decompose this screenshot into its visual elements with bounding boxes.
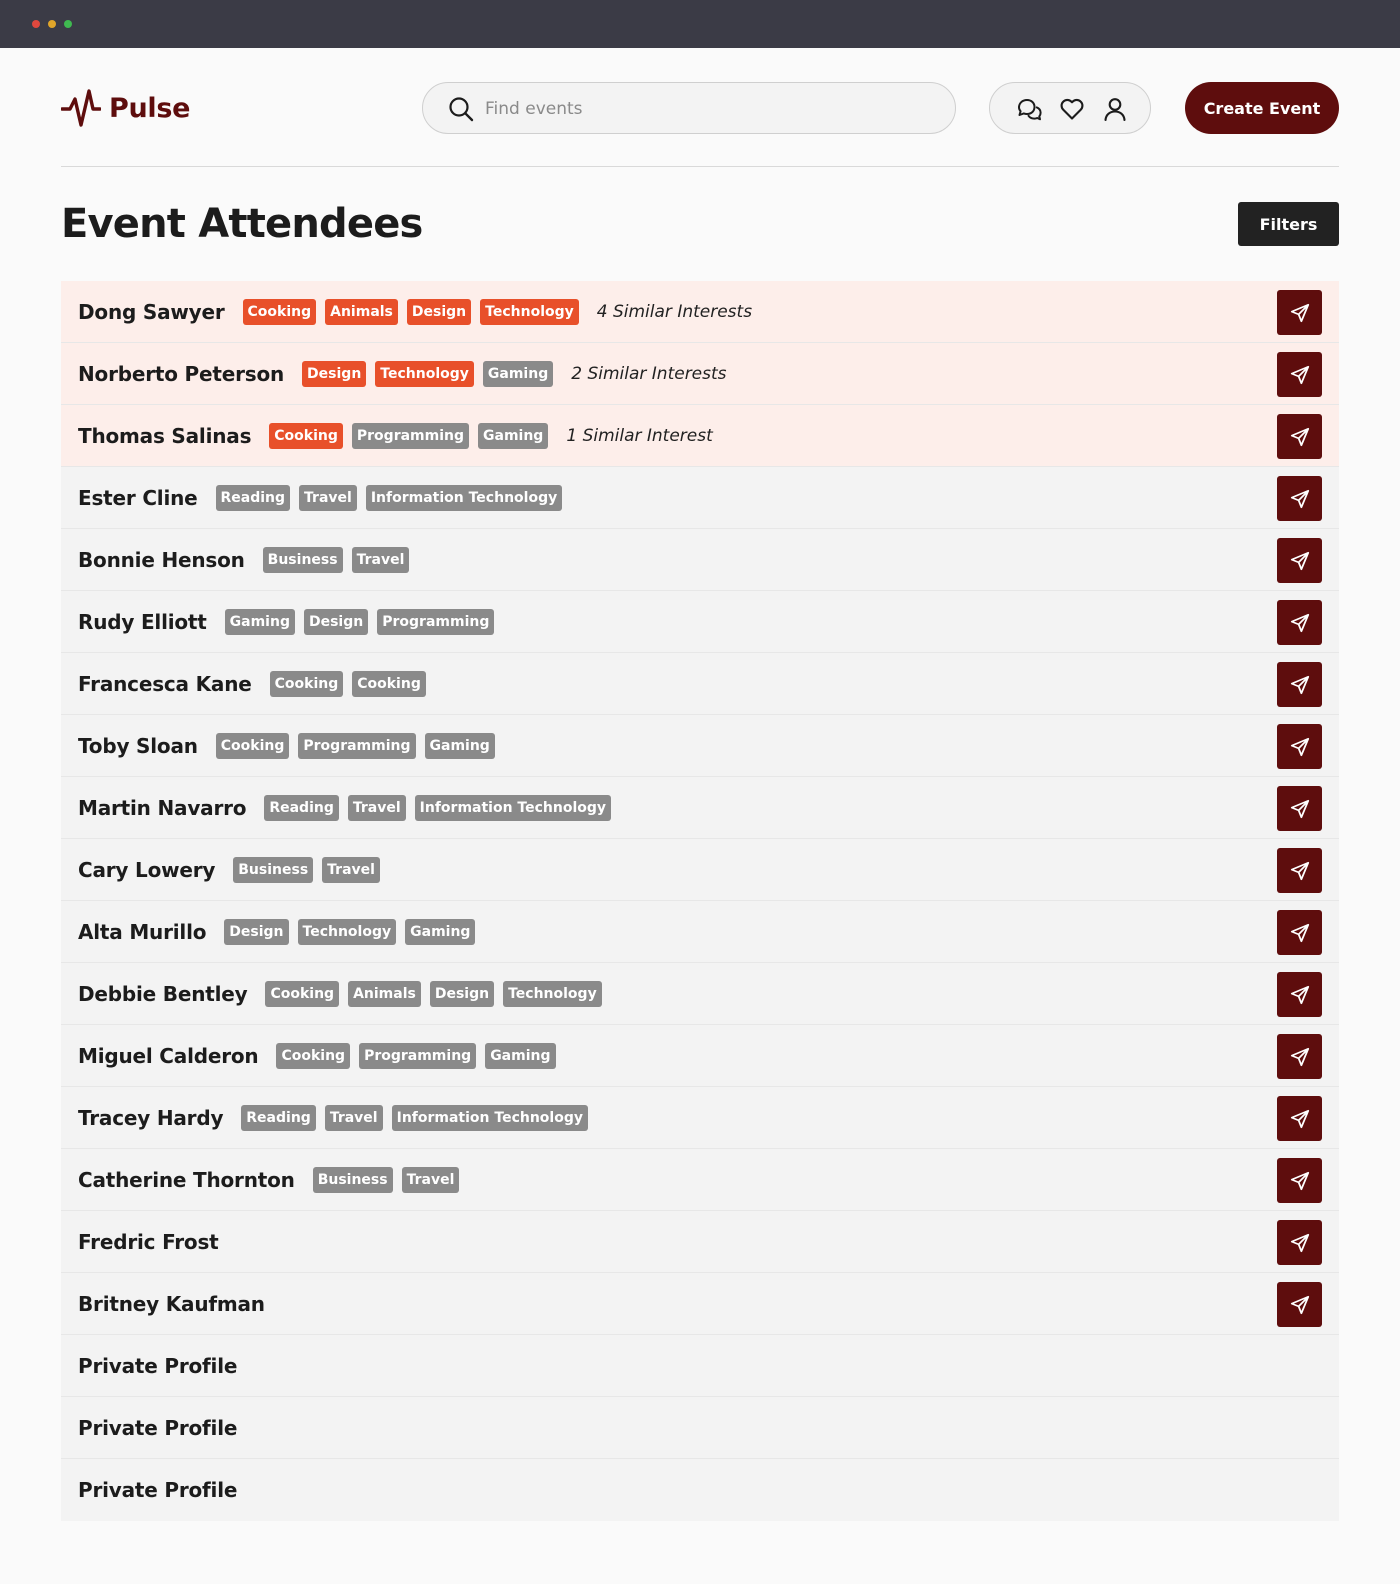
interest-tag: Programming xyxy=(359,1043,476,1069)
send-message-button[interactable] xyxy=(1277,352,1322,397)
send-message-button[interactable] xyxy=(1277,600,1322,645)
search-bar xyxy=(422,82,956,134)
send-message-button[interactable] xyxy=(1277,972,1322,1017)
interest-tag: Information Technology xyxy=(392,1105,588,1131)
interest-tag: Travel xyxy=(348,795,406,821)
send-message-button[interactable] xyxy=(1277,290,1322,335)
interest-tag: Technology xyxy=(298,919,397,945)
send-icon xyxy=(1289,426,1311,448)
attendee-row[interactable] xyxy=(61,777,1339,839)
attendee-row[interactable] xyxy=(61,1273,1339,1335)
send-message-button[interactable] xyxy=(1277,848,1322,893)
send-icon xyxy=(1289,798,1311,820)
attendee-row[interactable] xyxy=(61,529,1339,591)
send-message-button[interactable] xyxy=(1277,538,1322,583)
window-minimize-dot[interactable] xyxy=(48,20,56,28)
interest-tag: Gaming xyxy=(225,609,295,635)
send-icon xyxy=(1289,612,1311,634)
header-icon-group xyxy=(989,82,1151,134)
interest-tag: Design xyxy=(224,919,288,945)
send-message-button[interactable] xyxy=(1277,1158,1322,1203)
similar-interests-count: 2 Similar Interests xyxy=(571,363,727,384)
attendee-name: Private Profile xyxy=(78,1353,238,1378)
attendee-row[interactable] xyxy=(61,591,1339,653)
interest-tag: Business xyxy=(313,1167,393,1193)
send-icon xyxy=(1289,922,1311,944)
page-title: Event Attendees xyxy=(61,201,423,247)
attendee-row[interactable] xyxy=(61,1025,1339,1087)
send-message-button[interactable] xyxy=(1277,786,1322,831)
interest-tag: Gaming xyxy=(485,1043,555,1069)
send-message-button[interactable] xyxy=(1277,1034,1322,1079)
attendee-name: Debbie Bentley xyxy=(78,981,248,1006)
attendee-row[interactable] xyxy=(61,1149,1339,1211)
send-icon xyxy=(1289,674,1311,696)
interest-tag: Business xyxy=(263,547,343,573)
attendee-name: Private Profile xyxy=(78,1415,238,1440)
send-message-button[interactable] xyxy=(1277,1282,1322,1327)
attendee-name: Rudy Elliott xyxy=(78,609,207,634)
send-message-button[interactable] xyxy=(1277,414,1322,459)
interest-tag: Animals xyxy=(325,299,398,325)
attendee-row[interactable] xyxy=(61,1335,1339,1397)
send-message-button[interactable] xyxy=(1277,1220,1322,1265)
send-icon xyxy=(1289,736,1311,758)
create-event-button[interactable]: Create Event xyxy=(1185,82,1339,134)
interest-tag: Programming xyxy=(352,423,469,449)
attendee-row[interactable] xyxy=(61,1459,1339,1521)
attendee-row[interactable] xyxy=(61,963,1339,1025)
interest-tag: Information Technology xyxy=(366,485,562,511)
send-icon xyxy=(1289,302,1311,324)
interest-tag: Travel xyxy=(299,485,357,511)
interest-tag: Cooking xyxy=(276,1043,350,1069)
interest-tag: Business xyxy=(233,857,313,883)
attendee-row[interactable] xyxy=(61,653,1339,715)
interest-tag: Animals xyxy=(348,981,421,1007)
interest-tag: Information Technology xyxy=(415,795,611,821)
send-icon xyxy=(1289,1170,1311,1192)
attendee-name: Cary Lowery xyxy=(78,857,216,882)
send-icon xyxy=(1289,984,1311,1006)
attendee-row[interactable] xyxy=(61,281,1339,343)
attendee-name: Ester Cline xyxy=(78,485,198,510)
window-titlebar xyxy=(0,0,1400,48)
interest-tag: Reading xyxy=(241,1105,316,1131)
attendee-name: Francesca Kane xyxy=(78,671,252,696)
attendee-row[interactable] xyxy=(61,343,1339,405)
filters-button[interactable]: Filters xyxy=(1238,202,1339,246)
send-message-button[interactable] xyxy=(1277,910,1322,955)
interest-tag: Gaming xyxy=(478,423,548,449)
interest-tag: Cooking xyxy=(216,733,290,759)
send-message-button[interactable] xyxy=(1277,1096,1322,1141)
interest-tag: Programming xyxy=(377,609,494,635)
send-icon xyxy=(1289,1108,1311,1130)
send-icon xyxy=(1289,1232,1311,1254)
interest-tag: Cooking xyxy=(265,981,339,1007)
interest-tag: Reading xyxy=(216,485,291,511)
interest-tag: Gaming xyxy=(483,361,553,387)
interest-tag: Cooking xyxy=(243,299,317,325)
interest-tag: Cooking xyxy=(269,423,343,449)
attendee-row[interactable] xyxy=(61,405,1339,467)
interest-tag: Design xyxy=(407,299,471,325)
interest-tag: Design xyxy=(302,361,366,387)
attendee-row[interactable] xyxy=(61,1087,1339,1149)
attendee-name: Miguel Calderon xyxy=(78,1043,259,1068)
attendee-row[interactable] xyxy=(61,467,1339,529)
attendee-name: Catherine Thornton xyxy=(78,1167,295,1192)
window-maximize-dot[interactable] xyxy=(64,20,72,28)
interest-tag: Cooking xyxy=(270,671,344,697)
window-close-dot[interactable] xyxy=(32,20,40,28)
interest-tag: Travel xyxy=(352,547,410,573)
similar-interests-count: 4 Similar Interests xyxy=(596,301,753,322)
interest-tag: Travel xyxy=(322,857,380,883)
similar-interests-count: 1 Similar Interest xyxy=(566,425,713,446)
interest-tag: Gaming xyxy=(405,919,475,945)
attendee-name: Thomas Salinas xyxy=(78,423,252,448)
send-icon xyxy=(1289,488,1311,510)
send-icon xyxy=(1289,860,1311,882)
search-input[interactable] xyxy=(485,93,925,125)
attendee-row[interactable] xyxy=(61,715,1339,777)
attendee-name: Britney Kaufman xyxy=(78,1291,265,1316)
top-header xyxy=(61,82,1339,134)
attendee-row[interactable] xyxy=(61,1397,1339,1459)
interest-tag: Design xyxy=(430,981,494,1007)
send-icon xyxy=(1289,364,1311,386)
attendee-name: Toby Sloan xyxy=(78,733,198,758)
interest-tag: Technology xyxy=(480,299,579,325)
attendee-name: Bonnie Henson xyxy=(78,547,245,572)
user-icon[interactable] xyxy=(1101,95,1129,123)
attendee-name: Martin Navarro xyxy=(78,795,247,820)
attendee-row[interactable] xyxy=(61,901,1339,963)
send-icon xyxy=(1289,1046,1311,1068)
attendee-row[interactable] xyxy=(61,1211,1339,1273)
interest-tag: Design xyxy=(304,609,368,635)
header-divider xyxy=(61,166,1339,167)
send-message-button[interactable] xyxy=(1277,662,1322,707)
brand-logo[interactable] xyxy=(61,87,190,129)
attendee-name: Tracey Hardy xyxy=(78,1105,224,1130)
attendee-list xyxy=(61,281,1339,1521)
heart-icon[interactable] xyxy=(1058,95,1086,123)
send-icon xyxy=(1289,1294,1311,1316)
brand-name: Pulse xyxy=(109,92,191,124)
interest-tag: Reading xyxy=(264,795,339,821)
pulse-logo-icon xyxy=(61,88,101,128)
interest-tag: Technology xyxy=(503,981,602,1007)
attendee-name: Fredric Frost xyxy=(78,1229,219,1254)
interest-tag: Technology xyxy=(375,361,474,387)
interest-tag: Gaming xyxy=(425,733,495,759)
interest-tag: Travel xyxy=(402,1167,460,1193)
attendee-row[interactable] xyxy=(61,839,1339,901)
chat-icon[interactable] xyxy=(1015,95,1043,123)
interest-tag: Programming xyxy=(298,733,415,759)
interest-tag: Travel xyxy=(325,1105,383,1131)
search-icon xyxy=(448,96,474,122)
attendee-name: Norberto Peterson xyxy=(78,361,285,386)
attendee-name: Alta Murillo xyxy=(78,919,207,944)
send-message-button[interactable] xyxy=(1277,724,1322,769)
attendee-name: Dong Sawyer xyxy=(78,299,225,324)
interest-tag: Cooking xyxy=(352,671,426,697)
attendee-name: Private Profile xyxy=(78,1478,238,1502)
send-message-button[interactable] xyxy=(1277,476,1322,521)
send-icon xyxy=(1289,550,1311,572)
